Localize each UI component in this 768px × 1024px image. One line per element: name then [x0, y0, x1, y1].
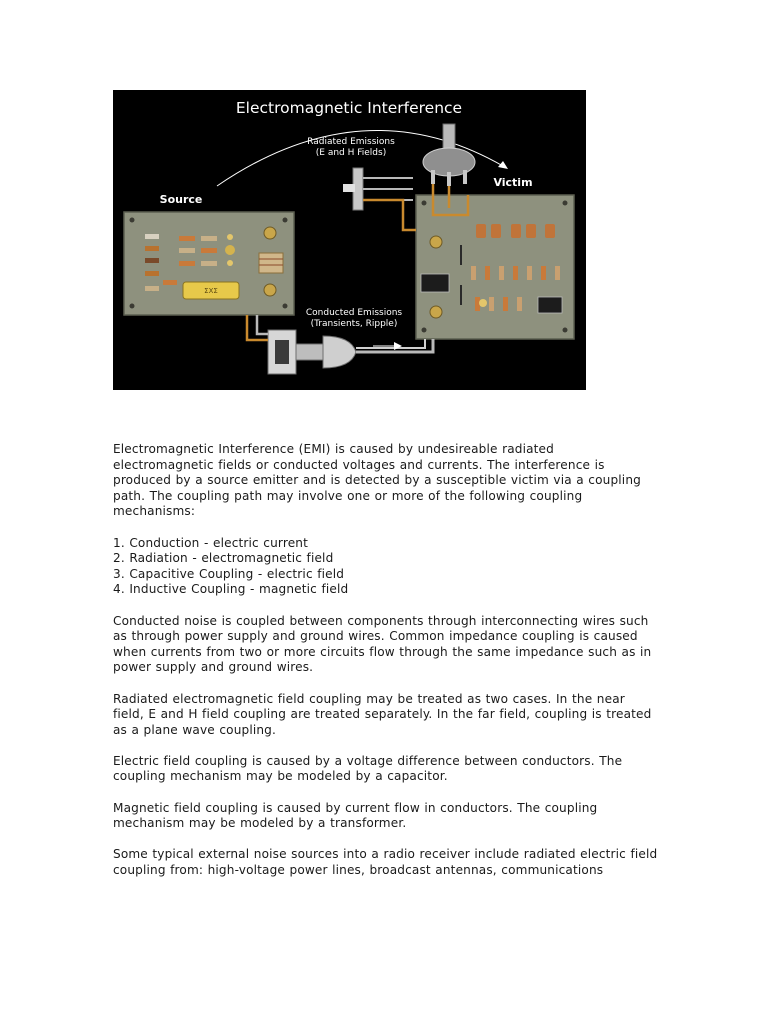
list-item: 1. Conduction - electric current — [113, 535, 308, 550]
paragraph-electric: Electric field coupling is caused by a voltage difference between conductors. The coupling mechanism may be modeled by a capacitor. — [113, 753, 623, 784]
source-label: Source — [159, 193, 203, 206]
figure-title: Electromagnetic Interference — [235, 99, 463, 117]
emi-diagram — [113, 90, 586, 390]
paragraph-external: Some typical external noise sources into a radio receiver include radiated electric field coupling from: high-voltage power lines, broadcast antennas, communications — [113, 847, 658, 878]
victim-wire-1 — [363, 200, 416, 230]
paragraph-radiated: Radiated electromagnetic field coupling may be treated as two cases. In the near field, E and H field coupling are treated separately. In the far field, coupling is treated as a plane wave coupling. — [113, 691, 652, 737]
list-item: 2. Radiation - electromagnetic field — [113, 551, 334, 566]
list-item: 3. Capacitive Coupling - electric field — [113, 566, 345, 581]
paragraph-magnetic: Magnetic field coupling is caused by current flow in conductors. The coupling mechanism may be modeled by a transformer. — [113, 800, 598, 831]
radiated-arrowhead — [498, 161, 508, 169]
radiated-label-2: (E and H Fields) — [315, 148, 387, 158]
paragraph-intro: Electromagnetic Interference (EMI) is caused by undesireable radiated electromagnetic fields or conducted voltages and currents. The interference is produced by a source emitter and is detected by a susceptible victim via a coupling path. The coupling path may involve one or more of the following coupling mechanisms: — [113, 442, 641, 519]
conducted-label-2: (Transients, Ripple) — [310, 319, 398, 329]
source-wire-2 — [257, 315, 268, 334]
capacitor-marking: ΣXΣ — [204, 287, 218, 295]
potentiometer — [423, 124, 475, 186]
article-body — [113, 442, 658, 894]
victim-board — [416, 195, 574, 339]
radiated-label-1: Radiated Emissions — [307, 137, 395, 147]
conducted-label-1: Conducted Emissions — [305, 308, 403, 318]
connector-wire-2 — [356, 339, 425, 348]
list-item: 4. Inductive Coupling - magnetic field — [113, 582, 349, 597]
paragraph-conducted: Conducted noise is coupled between components through interconnecting wires such as through power supply and ground wires. Common impedance coupling is caused when currents from two or more circuits flow through the same impedance such as in power supply and ground wires. — [113, 613, 652, 675]
power-connector — [268, 330, 356, 374]
victim-label: Victim — [493, 176, 533, 189]
mechanism-list — [113, 536, 658, 598]
source-board — [124, 212, 294, 315]
emi-figure — [113, 90, 586, 390]
